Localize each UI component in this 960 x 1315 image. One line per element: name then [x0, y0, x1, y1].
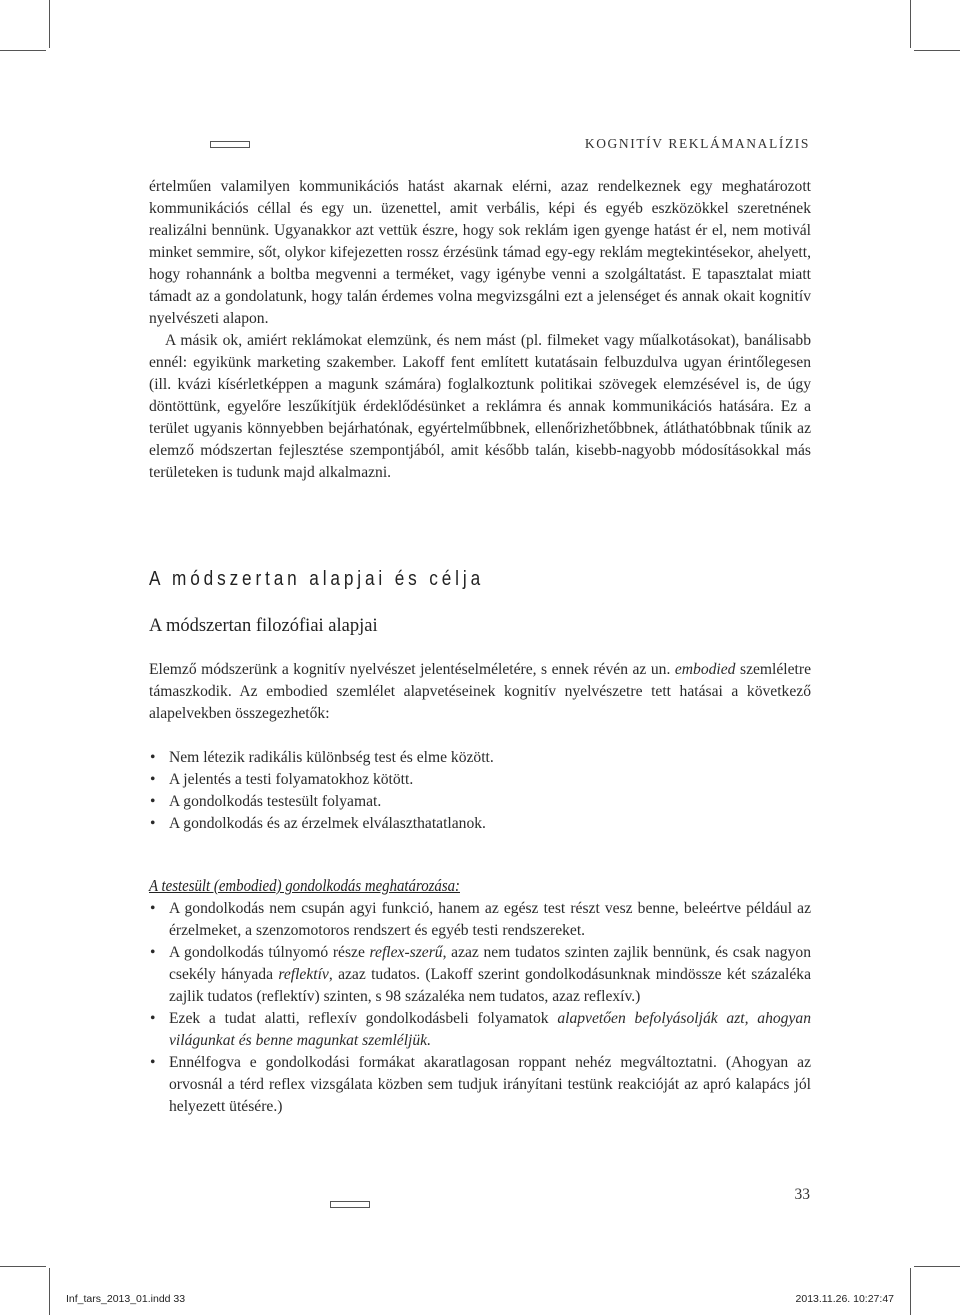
crop-mark	[914, 50, 960, 51]
crop-mark	[0, 1266, 46, 1267]
subsection-text-b: szemléletre támaszkodik. Az embodied szemlélet alapvetéseinek kognitív nyelvészetre tett hatásai a következő alapelvekben összegezhetők:	[149, 661, 811, 722]
intro-text	[149, 176, 811, 484]
list-item: • A jelentés a testi folyamatokhoz kötött.	[149, 769, 811, 791]
subsection-title: A módszertan filozófiai alapjai	[149, 616, 378, 636]
footer-rule	[330, 1201, 370, 1208]
list-item: • A gondolkodás testesült folyamat.	[149, 791, 811, 813]
list-item	[149, 942, 811, 1008]
reflective-term: reflektív	[278, 966, 329, 983]
section-title: A módszertan alapjai és célja	[149, 568, 485, 590]
page-number: 33	[794, 1186, 810, 1203]
definition-list	[149, 898, 811, 1118]
list-item: • A gondolkodás nem csupán agyi funkció, hanem az egész test részt vesz benne, beleértve például az érzelmeket, a szenzomotoros rendszert és egyéb testi rendszereket.	[149, 898, 811, 942]
item3-emphasis: alapvetően befolyásolják azt, ahogyan világunkat és benne magunkat szemléljük.	[169, 1010, 811, 1049]
item2-text-b: , azaz nem tudatos szinten zajlik bennünk, és csak nagyon csekély hányada	[169, 944, 811, 983]
item2-text-a: A gondolkodás túlnyomó része	[169, 944, 365, 961]
list-item: • Nem létezik radikális különbség test és elme között.	[149, 747, 811, 769]
subsection-paragraph	[149, 659, 811, 725]
principles-list	[149, 747, 811, 835]
intro-paragraph-2: A másik ok, amiért reklámokat elemzünk, és nem mást (pl. filmeket vagy műalkotásokat), banálisabb ennél: egyikünk marketing szakember. Lakoff fent említett kutatásain felbuzdulva ugyan érintőlegesen (ill. kvázi kísérletképpen a magunk számára) foglalkoztunk politikai szövegek elemzésével is, de úgy döntöttünk, egyelőre leszűkítjük érdeklődésünket a reklámra és annak kommunikációs hatására. Ez a terület ugyanis könnyebben bejárhatónak, egyértelműbbnek, ellenőrizhetőbbnek, átláthatóbbnak tűnik az elemző módszertan fejlesztése szempontjából, amit később talán, kisebb-nagyobb módosításokkal más területeken is tudunk majd alkalmazni.	[149, 332, 811, 481]
list-item	[149, 1008, 811, 1052]
crop-mark	[49, 0, 50, 48]
item2-text-c: , azaz tudatos. (Lakoff szerint gondolkodásunknak mindössze két százaléka zajlik tudatos (reflektív) szinten, s 98 százaléka nem tudatos, azaz reflexív.)	[169, 966, 811, 1005]
crop-mark	[49, 1268, 50, 1315]
subsection-text-a: Elemző módszerünk a kognitív nyelvészet jelentéselméletére, s ennek révén az un.	[149, 661, 671, 678]
slug-file: Inf_tars_2013_01.indd 33	[66, 1293, 186, 1305]
running-head: KOGNITÍV REKLÁMANALÍZIS	[584, 136, 810, 151]
definition-heading: A testesült (embodied) gondolkodás meghatározása:	[149, 876, 460, 895]
crop-mark	[914, 1266, 960, 1267]
list-item: • A gondolkodás és az érzelmek elválaszthatatlanok.	[149, 813, 811, 835]
crop-mark	[910, 1268, 911, 1315]
definition-body	[149, 898, 811, 1118]
crop-mark	[0, 50, 46, 51]
reflex-term: reflex-szerű	[369, 944, 443, 961]
slug-date: 2013.11.26. 10:27:47	[795, 1293, 894, 1305]
subsection-body	[149, 659, 811, 835]
embodied-term: embodied	[674, 661, 736, 678]
header-rule	[210, 141, 250, 148]
intro-paragraph-1: értelműen valamilyen kommunikációs hatást akarnak elérni, azaz rendelkeznek egy meghatározott kommunikációs céllal és egy un. üzenettel, amit verbális, képi és egyéb eszközökkel szeretnének realizálni bennünk. Ugyanakkor azt vettük észre, hogy sok reklám igen gyenge hatást ér el, nem motivál minket semmire, sőt, olykor kifejezetten rossz érzésünk támad egy-egy reklám megtekintésekor, ahelyett, hogy rohannánk a boltba megvenni a terméket, vagy igénybe venni a szolgáltatást. E tapasztalat miatt támadt az a gondolatunk, hogy talán érdemes volna megvizsgálni ezt a jelenséget és annak okait kognitív nyelvészeti alapon.	[149, 178, 811, 327]
item3-text-a: Ezek a tudat alatti, reflexív gondolkodásbeli folyamatok	[169, 1010, 549, 1027]
list-item: • Ennélfogva e gondolkodási formákat akaratlagosan roppant nehéz megváltoztatni. (Ahogyan az orvosnál a térd reflex vizsgálata közben sem tudjuk irányítani testünk reakcióját az apró kalapács jól helyezett ütésére.)	[149, 1052, 811, 1118]
crop-mark	[910, 0, 911, 48]
